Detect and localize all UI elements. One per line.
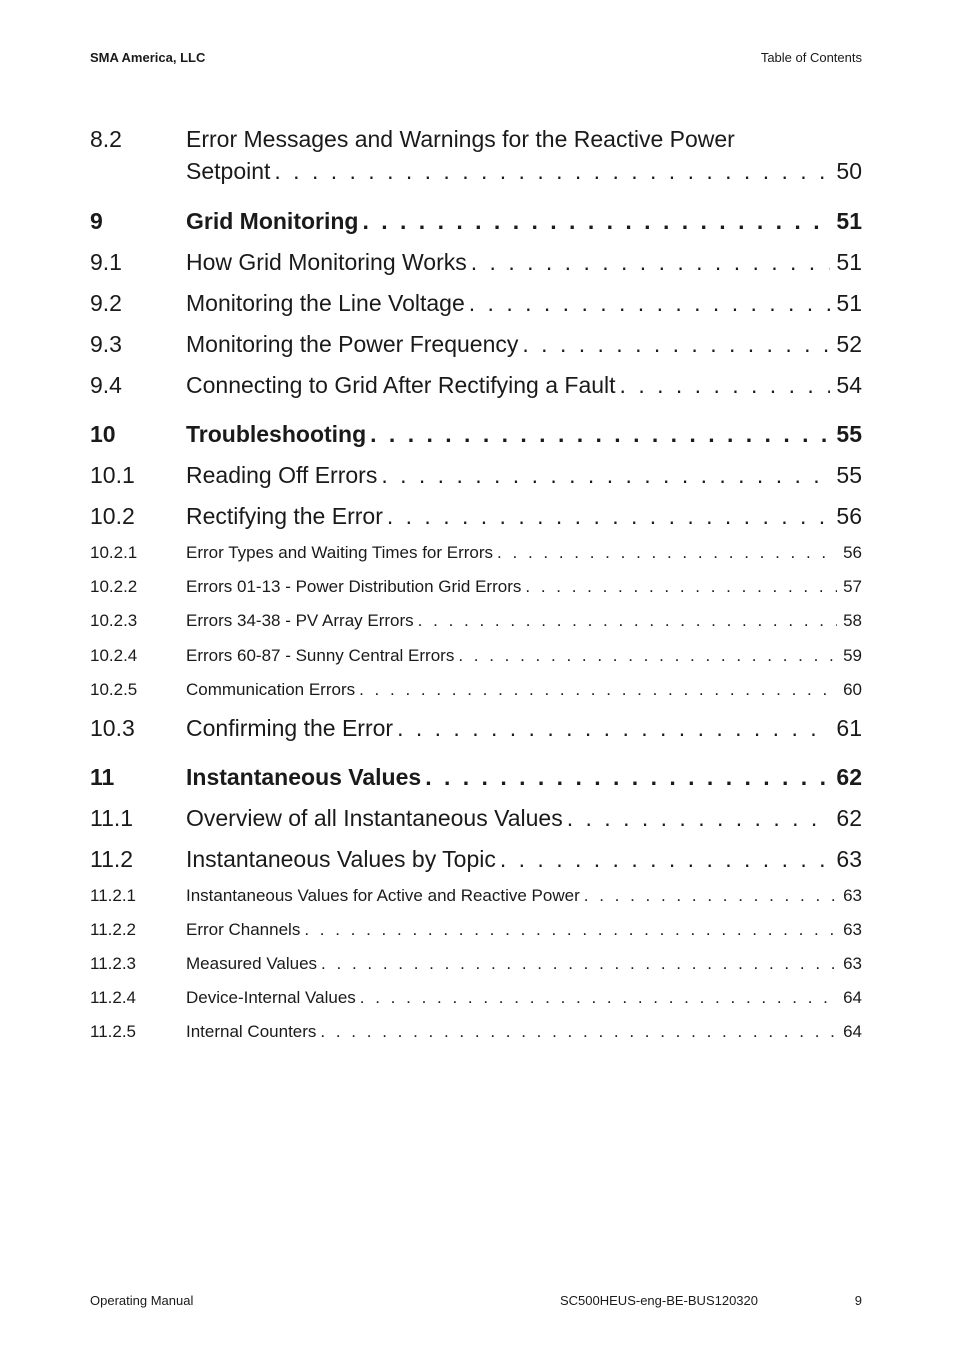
toc-leader	[425, 764, 830, 791]
toc-number: 11	[90, 764, 115, 790]
toc-number: 11.2.4	[90, 988, 137, 1007]
toc-page: 56	[843, 543, 862, 562]
toc-leader	[418, 611, 837, 631]
header-company: SMA America, LLC	[90, 50, 206, 65]
toc-title: Monitoring the Power Frequency	[186, 331, 519, 357]
toc-number: 10.2.1	[90, 543, 138, 562]
toc-title: Connecting to Grid After Rectifying a Fault	[186, 372, 616, 398]
toc-title: Measured Values	[186, 954, 318, 973]
toc-title: Instantaneous Values for Active and Reactive Power	[186, 886, 580, 905]
toc-page: 50	[836, 158, 862, 184]
toc-title: Instantaneous Values by Topic	[186, 846, 496, 872]
toc-number: 11.2.5	[90, 1022, 137, 1041]
toc-number: 10.2.5	[90, 680, 138, 699]
toc-leader	[567, 805, 831, 832]
toc-title: Overview of all Instantaneous Values	[186, 805, 563, 831]
toc-number: 11.2.1	[90, 886, 137, 905]
toc-number: 9.2	[90, 290, 122, 316]
toc-number: 10.2.4	[90, 646, 138, 665]
toc-page: 63	[843, 886, 862, 905]
toc-title: Error Channels	[186, 920, 301, 939]
toc-page: 64	[843, 1022, 862, 1041]
toc-page: 59	[843, 646, 862, 665]
toc-number: 10.2	[90, 503, 135, 529]
toc-page: 57	[843, 577, 862, 596]
toc-page: 63	[836, 846, 862, 872]
toc-leader	[387, 503, 831, 530]
toc-title: Errors 34-38 - PV Array Errors	[186, 611, 414, 630]
toc-number: 11.1	[90, 805, 134, 831]
toc-title: Setpoint	[186, 158, 271, 184]
toc-title: Reading Off Errors	[186, 462, 378, 488]
toc-page: 56	[836, 503, 862, 529]
toc-title: Communication Errors	[186, 680, 356, 699]
toc-leader	[370, 421, 830, 448]
header-section: Table of Contents	[760, 50, 862, 65]
toc-page: 52	[836, 331, 862, 357]
footer-doc-type: Operating Manual	[90, 1293, 194, 1308]
toc-title: Internal Counters	[186, 1022, 317, 1041]
toc-number: 10.2.2	[90, 577, 138, 596]
toc-page: 63	[843, 954, 862, 973]
toc-number: 10.2.3	[90, 611, 138, 630]
toc-number: 11.2.3	[90, 954, 137, 973]
toc-leader	[620, 372, 831, 399]
footer-doc-code: SC500HEUS-eng-BE-BUS120320	[560, 1293, 758, 1308]
toc-number: 8.2	[90, 126, 122, 152]
toc-number: 10.3	[90, 715, 135, 741]
toc-leader	[321, 954, 837, 974]
toc-page: 60	[843, 680, 862, 699]
toc-title: Confirming the Error	[186, 715, 394, 741]
toc-number: 10.1	[90, 462, 135, 488]
toc-page: 55	[836, 421, 862, 447]
toc-leader	[525, 577, 837, 597]
toc-leader	[471, 249, 831, 276]
toc-leader	[458, 646, 837, 666]
toc-page: 54	[836, 372, 862, 398]
toc-page: 63	[843, 920, 862, 939]
toc-page: 64	[843, 988, 862, 1007]
footer-page-number: 9	[854, 1293, 862, 1308]
toc-leader	[397, 715, 830, 742]
toc-page: 51	[836, 208, 862, 234]
toc-title: Rectifying the Error	[186, 503, 383, 529]
toc-number: 10	[90, 421, 116, 447]
toc-leader	[497, 543, 837, 563]
toc-title: Monitoring the Line Voltage	[186, 290, 465, 316]
toc-page: 51	[836, 249, 862, 275]
toc-title: Errors 01-13 - Power Distribution Grid Errors	[186, 577, 522, 596]
toc-number: 9.4	[90, 372, 122, 398]
toc-number: 11.2	[90, 846, 134, 872]
toc-page: 58	[843, 611, 862, 630]
toc-title: Grid Monitoring	[186, 208, 359, 234]
toc-leader	[274, 158, 830, 185]
toc-leader	[522, 331, 830, 358]
toc-leader	[304, 920, 837, 940]
toc-title: Error Types and Waiting Times for Errors	[186, 543, 494, 562]
toc-title: Troubleshooting	[186, 421, 367, 447]
toc-leader	[320, 1022, 837, 1042]
toc-leader	[360, 988, 837, 1008]
toc-leader	[381, 462, 830, 489]
toc-page: 55	[836, 462, 862, 488]
toc-number: 9.1	[90, 249, 122, 275]
toc-title: How Grid Monitoring Works	[186, 249, 467, 275]
toc-leader	[469, 290, 831, 317]
toc-leader	[584, 886, 837, 906]
toc-page: 51	[836, 290, 862, 316]
toc-page: 62	[836, 764, 862, 790]
toc-title: Device-Internal Values	[186, 988, 356, 1007]
toc-number: 9.3	[90, 331, 122, 357]
toc-title: Errors 60-87 - Sunny Central Errors	[186, 646, 455, 665]
toc-leader	[359, 680, 837, 700]
toc-page: 61	[836, 715, 862, 741]
toc-title-line1: Error Messages and Warnings for the Reactive Power	[186, 126, 735, 152]
toc-number: 9	[90, 208, 103, 234]
toc-leader	[500, 846, 831, 873]
toc-page: 62	[836, 805, 862, 831]
toc-number: 11.2.2	[90, 920, 137, 939]
toc-title: Instantaneous Values	[186, 764, 422, 790]
toc-leader	[362, 208, 830, 235]
